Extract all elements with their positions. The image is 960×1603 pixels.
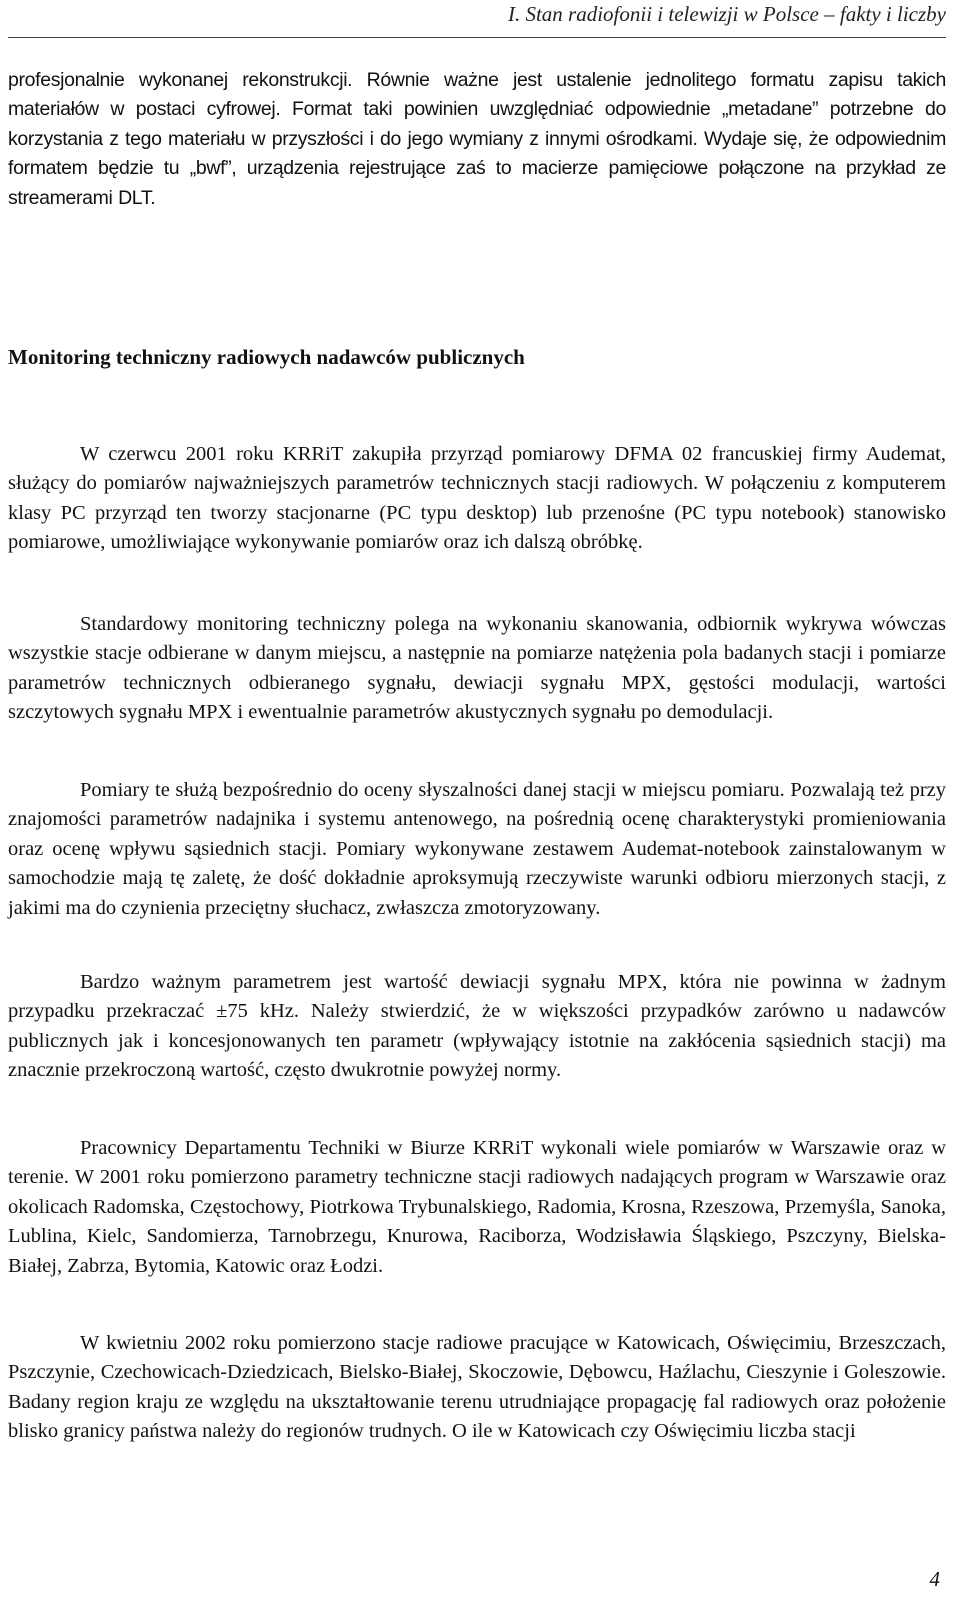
paragraph-3: Pomiary te służą bezpośrednio do oceny słyszalności danej stacji w miejscu pomiaru. Pozwalają też przy znajomości parametrów nadajnika i systemu antenowego, na pośrednią ocenę charakterystyki promieniowania oraz ocenę wpływu sąsiednich stacji. Pomiary wykonywane zestawem Audemat-notebook zainstalowanym w samochodzie mają tę zaletę, że dość dokładnie aproksymują rzeczywiste warunki odbioru mierzonych stacji, z jakimi ma do czynienia przeciętny słuchacz, zwłaszcza zmotoryzowany. [8,779,946,919]
intro-paragraph: profesjonalnie wykonanej rekonstrukcji. Równie ważne jest ustalenie jednolitego formatu zapisu takich materiałów w postaci cyfrowej. Format taki powinien uwzględniać odpowiednie „metadane” potrzebne do korzystania z tego materiału w przyszłości i do jego wymiany z innymi ośrodkami. Wydaje się, że odpowiednim formatem będzie tu „bwf”, urządzenia rejestrujące zaś to macierze pamięciowe połączone na przykład ze streamerami DLT. [8,69,946,209]
paragraph-4: Bardzo ważnym parametrem jest wartość dewiacji sygnału MPX, która nie powinna w żadnym przypadku przekraczać ±75 kHz. Należy stwierdzić, że w większości przypadków zarówno u nadawców publicznych jak i koncesjonowanych ten parametr (wpływający istotnie na zakłócenia sąsiednich stacji) ma znacznie przekroczoną wartość, często dwukrotnie powyżej normy. [8,971,946,1082]
header-divider [8,37,946,38]
page-number: 4 [929,1567,940,1591]
running-header: I. Stan radiofonii i telewizji w Polsce – fakty i liczby [507,2,946,26]
intro-block [8,66,946,213]
paragraph-2: Standardowy monitoring techniczny polega na wykonaniu skanowania, odbiornik wykrywa wówczas wszystkie stacje odbierane w danym miejscu, a następnie na pomiarze natężenia pola badanych stacji i pomiarze parametrów technicznych odbieranego sygnału, dewiacji sygnału MPX, gęstości modulacji, wartości szczytowych sygnału MPX i ewentualnie parametrów akustycznych sygnału po demodulacji. [8,613,946,724]
section-heading: Monitoring techniczny radiowych nadawców publicznych [8,345,525,369]
paragraph-1: W czerwcu 2001 roku KRRiT zakupiła przyrząd pomiarowy DFMA 02 francuskiej firmy Audemat, służący do pomiarów najważniejszych parametrów technicznych stacji radiowych. W połączeniu z komputerem klasy PC przyrząd ten tworzy stacjonarne (PC typu desktop) lub przenośne (PC typu notebook) stanowisko pomiarowe, umożliwiające wykonywanie pomiarów oraz ich dalszą obróbkę. [8,443,946,554]
paragraph-5: Pracownicy Departamentu Techniki w Biurze KRRiT wykonali wiele pomiarów w Warszawie oraz w terenie. W 2001 roku pomierzono parametry techniczne stacji radiowych nadających program w Warszawie oraz okolicach Radomska, Częstochowy, Piotrkowa Trybunalskiego, Radomia, Krosna, Rzeszowa, Przemyśla, Sanoka, Lublina, Kielc, Sandomierza, Tarnobrzegu, Knurowa, Raciborza, Wodzisławia Śląskiego, Pszczyny, Bielska-Białej, Zabrza, Bytomia, Katowic oraz Łodzi. [8,1137,946,1277]
paragraph-6: W kwietniu 2002 roku pomierzono stacje radiowe pracujące w Katowicach, Oświęcimiu, Brzeszczach, Pszczynie, Czechowicach-Dziedzicach, Bielsko-Białej, Skoczowie, Dębowcu, Haźlachu, Cieszynie i Goleszowie. Badany region kraju ze względu na ukształtowanie terenu utrudniające propagację fal radiowych oraz położenie blisko granicy państwa należy do regionów trudnych. O ile w Katowicach czy Oświęcimiu liczba stacji [8,1332,946,1443]
